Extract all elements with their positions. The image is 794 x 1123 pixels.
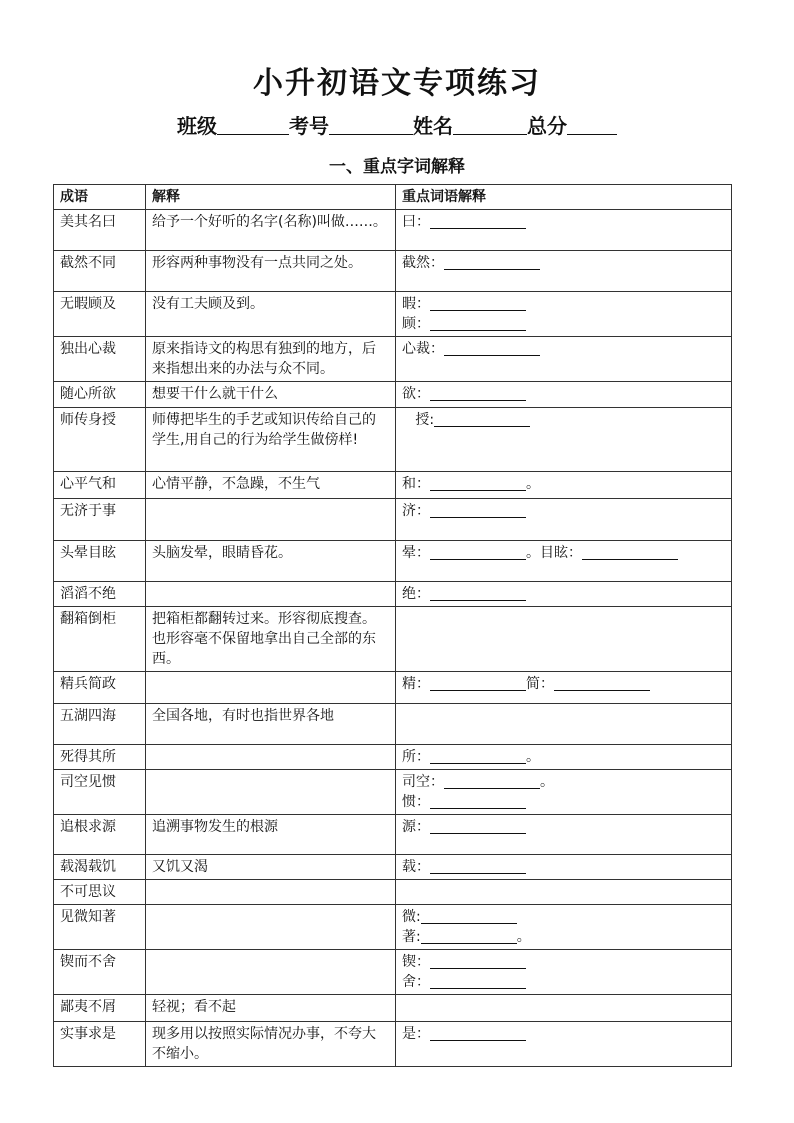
meaning-cell xyxy=(146,950,396,995)
meaning-cell xyxy=(146,745,396,770)
key-word-cell xyxy=(396,880,732,905)
key-word-label: 顾： xyxy=(402,316,430,332)
table-row xyxy=(54,607,732,672)
key-word-label: 和： xyxy=(402,476,430,492)
meaning-cell xyxy=(146,582,396,607)
key-word-cell xyxy=(396,704,732,745)
meaning-cell: 头脑发晕，眼睛昏花。 xyxy=(146,541,396,582)
trailing-punctuation: 。 xyxy=(526,749,540,765)
key-word-cell xyxy=(396,541,732,582)
meaning-cell: 师傅把毕生的手艺或知识传给自己的学生,用自己的行为给学生做傍样! xyxy=(146,408,396,472)
key-word-line xyxy=(402,817,725,837)
meaning-cell: 原来指诗文的构思有独到的地方，后来指想出来的办法与众不同。 xyxy=(146,337,396,382)
meaning-cell xyxy=(146,905,396,950)
meaning-cell: 没有工夫顾及到。 xyxy=(146,292,396,337)
key-word-label: 截然： xyxy=(402,255,444,271)
key-word-label: 简： xyxy=(526,676,554,692)
answer-blank[interactable] xyxy=(430,474,526,491)
name-blank[interactable] xyxy=(453,116,527,135)
number-blank[interactable] xyxy=(329,116,413,135)
table-row xyxy=(54,210,732,251)
header-key-words: 重点词语解释 xyxy=(396,185,732,210)
meaning-cell: 给予一个好听的名字(名称)叫做……。 xyxy=(146,210,396,251)
key-word-line xyxy=(402,294,725,314)
score-label: 总分 xyxy=(527,114,567,138)
table-row xyxy=(54,582,732,607)
answer-blank[interactable] xyxy=(430,543,526,560)
key-word-label: 微: xyxy=(402,909,421,925)
idiom-cell: 无暇顾及 xyxy=(54,292,146,337)
key-word-cell xyxy=(396,607,732,672)
answer-blank[interactable] xyxy=(430,314,526,331)
key-word-label: 舍： xyxy=(402,974,430,990)
header-meaning: 解释 xyxy=(146,185,396,210)
answer-blank[interactable] xyxy=(430,212,526,229)
answer-blank[interactable] xyxy=(430,384,526,401)
meaning-cell xyxy=(146,672,396,704)
idiom-cell: 美其名曰 xyxy=(54,210,146,251)
trailing-punctuation: 。 xyxy=(526,476,540,492)
table-row xyxy=(54,855,732,880)
table-row xyxy=(54,745,732,770)
key-word-label: 授: xyxy=(402,412,435,428)
idiom-cell: 实事求是 xyxy=(54,1022,146,1067)
key-word-line xyxy=(402,772,725,792)
idiom-cell: 载渴载饥 xyxy=(54,855,146,880)
score-blank[interactable] xyxy=(567,116,617,135)
key-word-cell xyxy=(396,210,732,251)
answer-blank[interactable] xyxy=(434,410,530,427)
name-label: 姓名 xyxy=(413,114,453,138)
key-word-line xyxy=(402,212,725,232)
table-row xyxy=(54,251,732,292)
table-row xyxy=(54,995,732,1022)
key-word-label: 暇： xyxy=(402,296,430,312)
idiom-cell: 无济于事 xyxy=(54,499,146,541)
key-word-label: 目眩： xyxy=(540,545,582,561)
key-word-cell xyxy=(396,251,732,292)
answer-blank[interactable] xyxy=(554,674,650,691)
key-word-cell xyxy=(396,950,732,995)
key-word-label: 济： xyxy=(402,503,430,519)
answer-blank[interactable] xyxy=(430,792,526,809)
idiom-cell: 锲而不舍 xyxy=(54,950,146,995)
key-word-label: 绝： xyxy=(402,586,430,602)
idiom-cell: 追根求源 xyxy=(54,815,146,855)
meaning-cell: 把箱柜都翻转过来。形容彻底搜查。也形容毫不保留地拿出自己全部的东西。 xyxy=(146,607,396,672)
answer-blank[interactable] xyxy=(582,543,678,560)
table-body xyxy=(54,210,732,1067)
key-word-cell xyxy=(396,382,732,408)
idiom-cell: 鄙夷不屑 xyxy=(54,995,146,1022)
key-word-line xyxy=(402,972,725,992)
answer-blank[interactable] xyxy=(430,952,526,969)
class-label: 班级 xyxy=(177,114,217,138)
table-row xyxy=(54,770,732,815)
page-title: 小升初语文专项练习 xyxy=(253,66,541,101)
answer-blank[interactable] xyxy=(430,857,526,874)
vocabulary-table xyxy=(53,184,732,1067)
answer-blank[interactable] xyxy=(430,501,526,518)
table-row xyxy=(54,704,732,745)
trailing-punctuation: 。 xyxy=(516,929,531,945)
meaning-cell xyxy=(146,770,396,815)
number-label: 考号 xyxy=(289,114,329,138)
idiom-cell: 精兵简政 xyxy=(54,672,146,704)
key-word-cell xyxy=(396,815,732,855)
table-row xyxy=(54,880,732,905)
idiom-cell: 不可思议 xyxy=(54,880,146,905)
key-word-cell xyxy=(396,995,732,1022)
table-row xyxy=(54,408,732,472)
table-row xyxy=(54,1022,732,1067)
table-row xyxy=(54,672,732,704)
meaning-cell: 全国各地，有时也指世界各地 xyxy=(146,704,396,745)
meaning-cell: 想要干什么就干什么 xyxy=(146,382,396,408)
meaning-cell: 追溯事物发生的根源 xyxy=(146,815,396,855)
key-word-line xyxy=(402,384,725,404)
answer-blank[interactable] xyxy=(430,747,526,764)
section-title: 一、重点字词解释 xyxy=(329,157,465,177)
idiom-cell: 翻箱倒柜 xyxy=(54,607,146,672)
key-word-label: 曰： xyxy=(402,214,430,230)
key-word-line xyxy=(402,1024,725,1044)
key-word-cell xyxy=(396,855,732,880)
key-word-label: 源： xyxy=(402,819,430,835)
idiom-cell: 死得其所 xyxy=(54,745,146,770)
key-word-label: 载： xyxy=(402,859,430,875)
answer-blank[interactable] xyxy=(421,927,517,944)
table-row xyxy=(54,292,732,337)
idiom-cell: 师传身授 xyxy=(54,408,146,472)
key-word-cell xyxy=(396,408,732,472)
key-word-label: 晕： xyxy=(402,545,430,561)
key-word-cell xyxy=(396,905,732,950)
key-word-line xyxy=(402,410,725,430)
key-word-cell xyxy=(396,672,732,704)
header-idiom: 成语 xyxy=(54,185,146,210)
key-word-line xyxy=(402,253,725,273)
key-word-cell xyxy=(396,745,732,770)
key-word-label: 欲： xyxy=(402,386,430,402)
idiom-cell: 独出心裁 xyxy=(54,337,146,382)
meaning-cell xyxy=(146,880,396,905)
key-word-cell xyxy=(396,499,732,541)
key-word-line xyxy=(402,314,725,334)
key-word-line xyxy=(402,339,725,359)
meaning-cell: 轻视；看不起 xyxy=(146,995,396,1022)
key-word-line xyxy=(402,857,725,877)
table-row xyxy=(54,499,732,541)
answer-blank[interactable] xyxy=(444,772,540,789)
key-word-label: 司空： xyxy=(402,774,444,790)
key-word-label: 惯： xyxy=(402,794,430,810)
answer-blank[interactable] xyxy=(444,339,540,356)
meaning-cell: 形容两种事物没有一点共同之处。 xyxy=(146,251,396,292)
key-word-label: 所： xyxy=(402,749,430,765)
answer-blank[interactable] xyxy=(430,972,526,989)
key-word-cell xyxy=(396,1022,732,1067)
key-word-label: 心裁： xyxy=(402,341,444,357)
table-row xyxy=(54,905,732,950)
answer-blank[interactable] xyxy=(430,817,526,834)
meaning-cell: 心情平静，不急躁，不生气 xyxy=(146,472,396,499)
table-row xyxy=(54,541,732,582)
key-word-line xyxy=(402,543,725,563)
student-info-line xyxy=(0,110,794,139)
key-word-label: 精： xyxy=(402,676,430,692)
idiom-cell: 截然不同 xyxy=(54,251,146,292)
key-word-line xyxy=(402,907,725,927)
answer-blank[interactable] xyxy=(430,1024,526,1041)
meaning-cell: 现多用以按照实际情况办事，不夸大不缩小。 xyxy=(146,1022,396,1067)
idiom-cell: 随心所欲 xyxy=(54,382,146,408)
key-word-line xyxy=(402,747,725,767)
key-word-label: 是： xyxy=(402,1026,430,1042)
trailing-punctuation: 。 xyxy=(526,545,540,561)
key-word-cell xyxy=(396,292,732,337)
table-row xyxy=(54,815,732,855)
key-word-label: 锲： xyxy=(402,954,430,970)
answer-blank[interactable] xyxy=(421,907,517,924)
key-word-line xyxy=(402,792,725,812)
key-word-label: 著: xyxy=(402,929,421,945)
key-word-cell xyxy=(396,582,732,607)
answer-blank[interactable] xyxy=(430,294,526,311)
answer-blank[interactable] xyxy=(444,253,540,270)
meaning-cell: 又饥又渴 xyxy=(146,855,396,880)
idiom-cell: 司空见惯 xyxy=(54,770,146,815)
key-word-cell xyxy=(396,770,732,815)
meaning-cell xyxy=(146,499,396,541)
key-word-cell xyxy=(396,337,732,382)
table-row xyxy=(54,382,732,408)
key-word-line xyxy=(402,927,725,947)
key-word-line xyxy=(402,501,725,521)
key-word-line xyxy=(402,474,725,494)
idiom-cell: 滔滔不绝 xyxy=(54,582,146,607)
key-word-line xyxy=(402,952,725,972)
idiom-cell: 头晕目眩 xyxy=(54,541,146,582)
trailing-punctuation: 。 xyxy=(540,774,554,790)
key-word-cell xyxy=(396,472,732,499)
class-blank[interactable] xyxy=(217,116,289,135)
table-header-row xyxy=(54,185,732,210)
idiom-cell: 五湖四海 xyxy=(54,704,146,745)
answer-blank[interactable] xyxy=(430,674,526,691)
key-word-line xyxy=(402,674,725,694)
answer-blank[interactable] xyxy=(430,584,526,601)
key-word-line xyxy=(402,584,725,604)
table-row xyxy=(54,950,732,995)
table-row xyxy=(54,337,732,382)
idiom-cell: 见微知著 xyxy=(54,905,146,950)
table-row xyxy=(54,472,732,499)
idiom-cell: 心平气和 xyxy=(54,472,146,499)
